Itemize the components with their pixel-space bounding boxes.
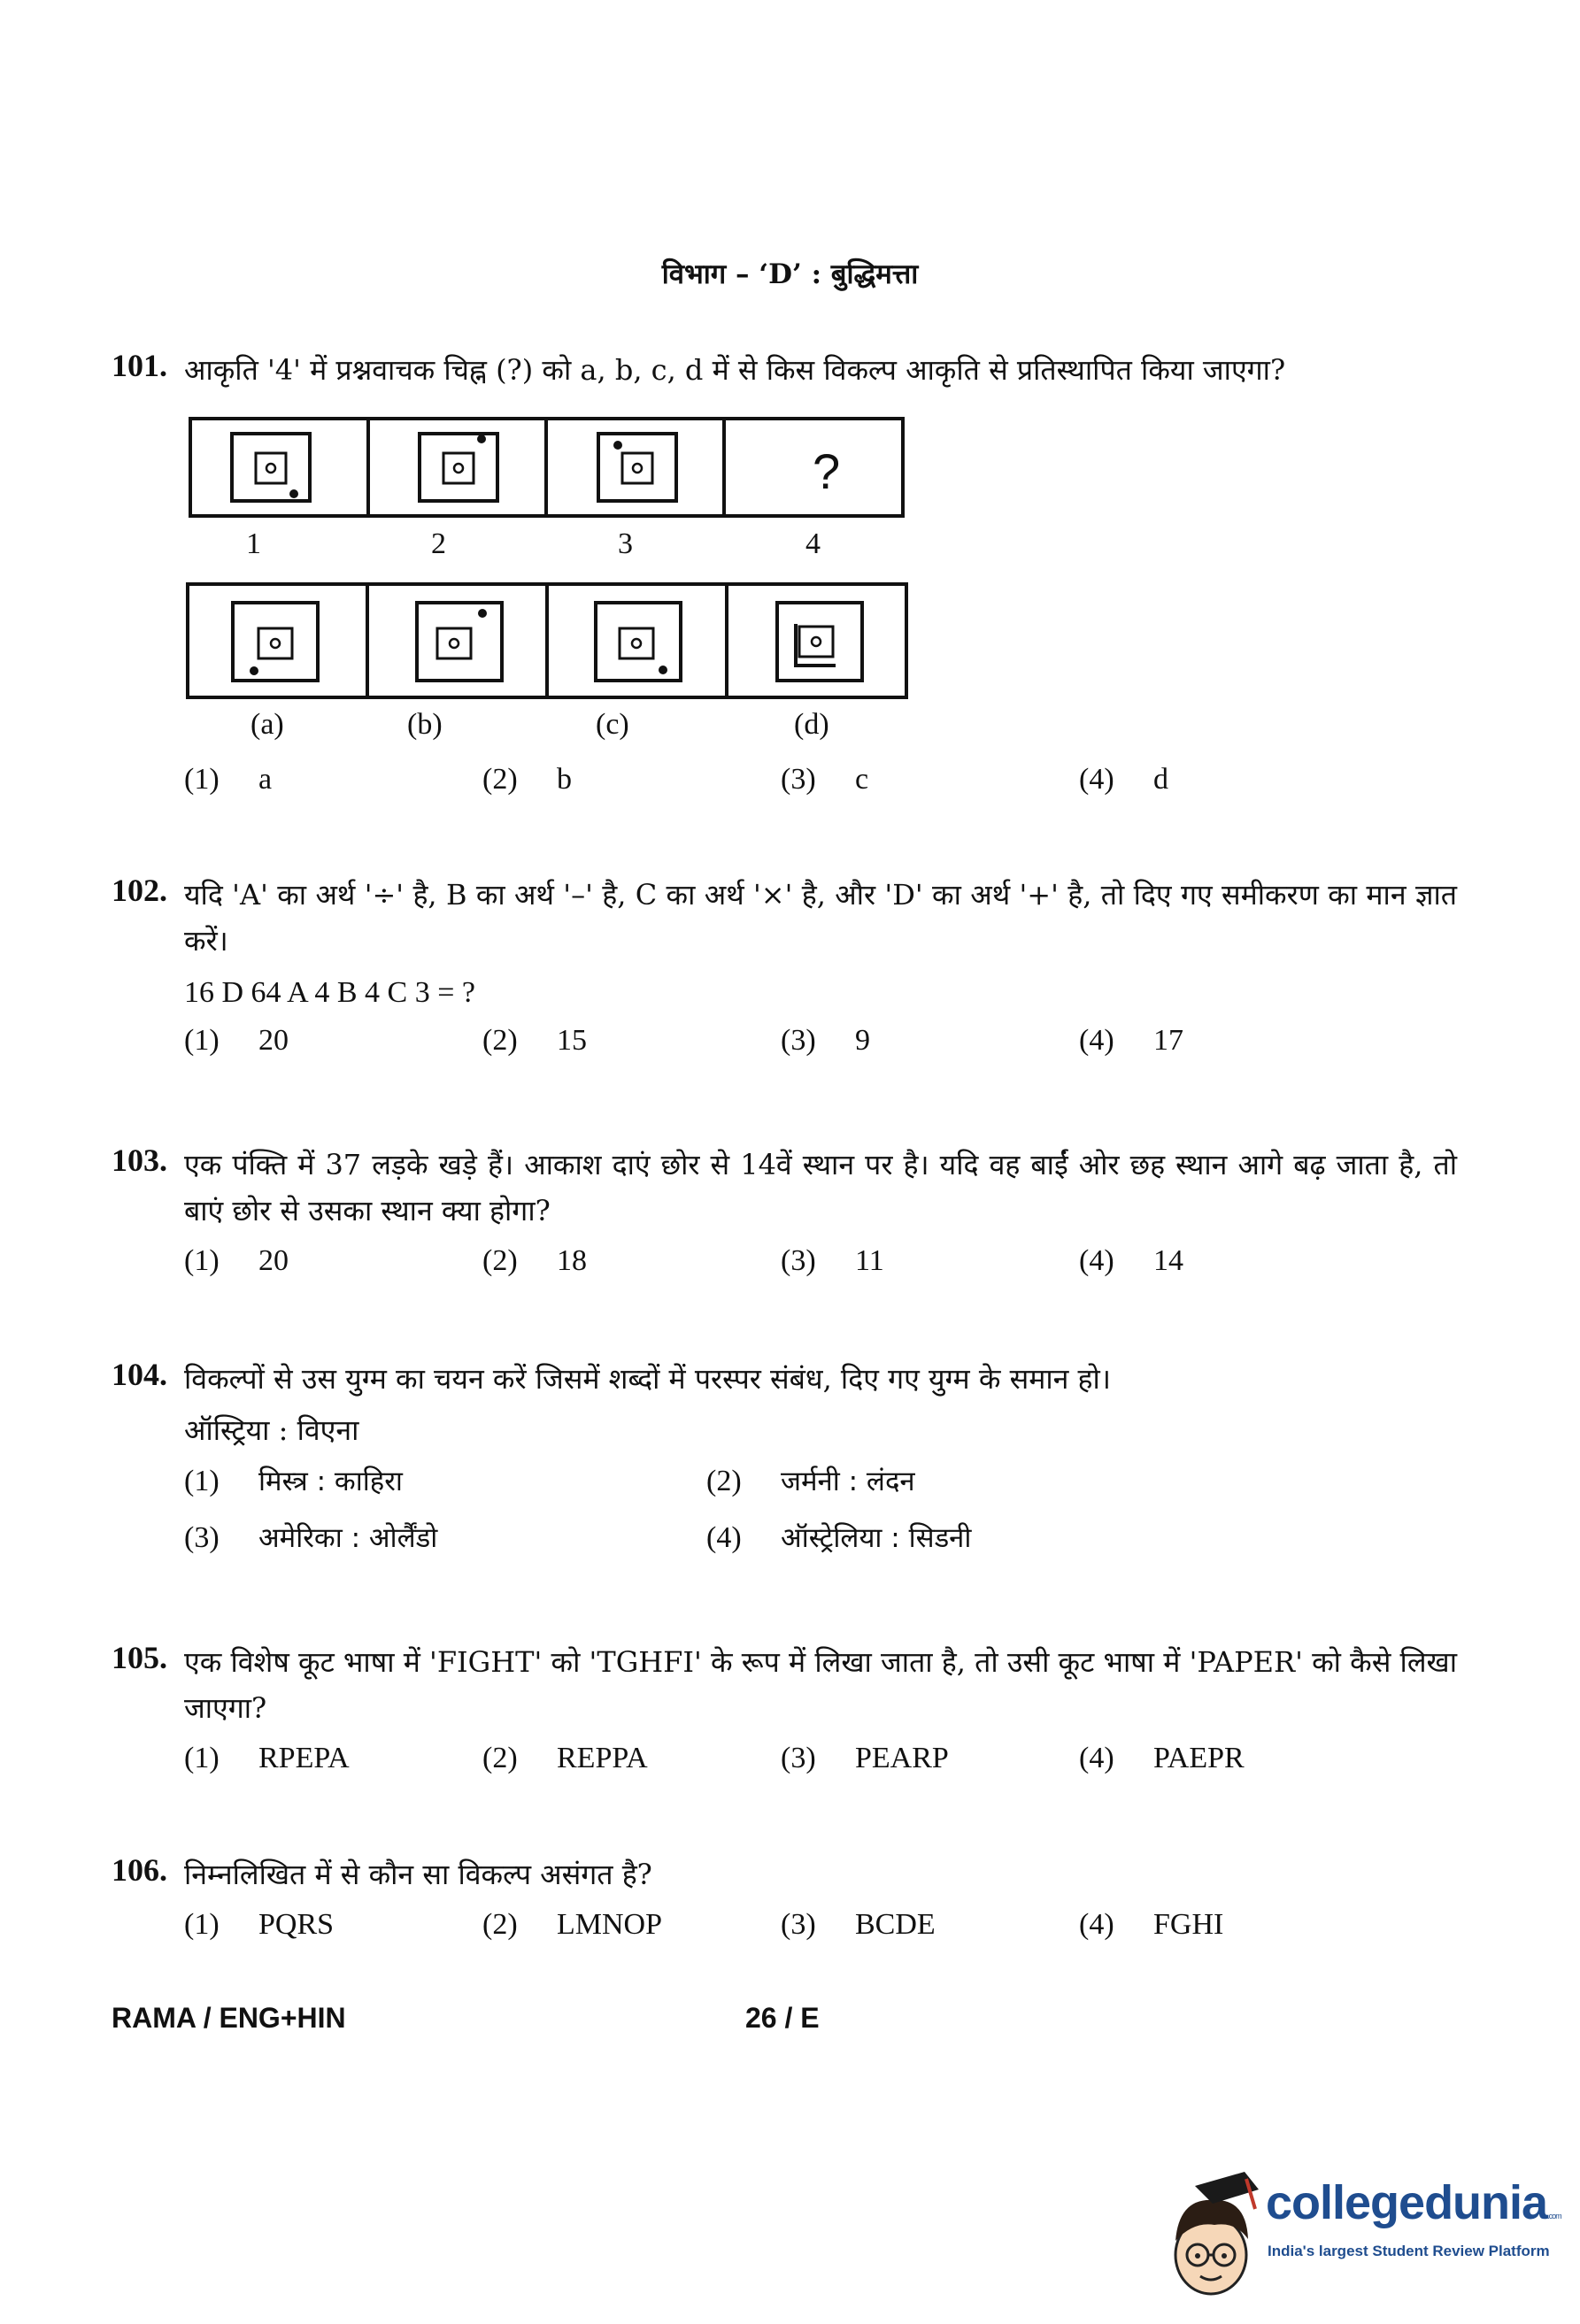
option-1[interactable]: (1) a xyxy=(184,763,273,796)
question-105 xyxy=(112,1639,1457,1791)
option-4[interactable]: (4) 17 xyxy=(1079,1024,1183,1057)
question-number: 104. xyxy=(112,1357,167,1392)
figure-svg xyxy=(0,0,1580,779)
option-1[interactable]: (1) RPEPA xyxy=(184,1742,350,1774)
figure-label-1: 1 xyxy=(246,527,261,560)
question-104 xyxy=(112,1356,1457,1568)
option-3[interactable]: (3) c xyxy=(781,763,869,796)
question-106 xyxy=(112,1851,1457,1958)
option-4[interactable]: (4) FGHI xyxy=(1079,1908,1224,1941)
brand-tagline: India's largest Student Review Platform xyxy=(1268,2243,1550,2259)
option-1[interactable]: (1) 20 xyxy=(184,1024,289,1057)
question-figure-3 xyxy=(598,434,676,501)
options-row-2 xyxy=(184,1519,1457,1568)
footer-page-number: 26 / E xyxy=(745,2002,820,2034)
options xyxy=(184,1908,1457,1958)
option-3[interactable]: (3) PEARP xyxy=(781,1742,949,1774)
option-4[interactable]: (4) ऑस्ट्रेलिया : सिडनी xyxy=(706,1521,972,1554)
option-1[interactable]: (1) PQRS xyxy=(184,1908,335,1941)
options-row-1 xyxy=(184,1462,1457,1512)
footer-code: RAMA / ENG+HIN xyxy=(112,2002,346,2034)
figure-label-a: (a) xyxy=(250,708,284,741)
option-2[interactable]: (2) b xyxy=(482,763,572,796)
question-number: 101. xyxy=(112,348,167,383)
brand-name: collegedunia.com xyxy=(1266,2176,1561,2229)
options xyxy=(184,1024,1457,1074)
option-2[interactable]: (2) REPPA xyxy=(482,1742,648,1774)
question-text: एक विशेष कूट भाषा में 'FIGHT' को 'TGHFI' के रूप में लिखा जाता है, तो उसी कूट भाषा में 'PAPER' को कैसे लिखा जाएगा? xyxy=(184,1645,1457,1725)
options xyxy=(184,1244,1457,1294)
question-mark: ? xyxy=(813,443,841,499)
figure-label-3: 3 xyxy=(618,527,633,560)
option-3[interactable]: (3) अमेरिका : ओर्लैंडो xyxy=(184,1521,438,1554)
question-101-options xyxy=(112,763,1457,812)
figure-label-d: (d) xyxy=(794,708,829,741)
answer-figure-c xyxy=(596,603,681,681)
option-3[interactable]: (3) 9 xyxy=(781,1024,870,1057)
answer-figure-d xyxy=(777,603,862,681)
options xyxy=(184,1742,1457,1791)
option-1[interactable]: (1) 20 xyxy=(184,1244,289,1277)
option-1[interactable]: (1) मिस्त्र : काहिरा xyxy=(184,1465,403,1497)
options xyxy=(184,763,1457,812)
question-text: यदि 'A' का अर्थ '÷' है, B का अर्थ '–' है, C का अर्थ '×' है, और 'D' का अर्थ '+' है, तो दिए गए समीकरण का मान ज्ञात करें। xyxy=(184,878,1457,958)
question-text: एक पंक्ति में 37 लड़के खड़े हैं। आकाश दाएं छोर से 14वें स्थान पर है। यदि वह बाईं ओर छह स्थान आगे बढ़ जाता है, तो बाएं छोर से उसका स्थान क्या होगा? xyxy=(184,1148,1457,1227)
option-2[interactable]: (2) 15 xyxy=(482,1024,587,1057)
question-number: 102. xyxy=(112,873,167,908)
question-text: विकल्पों से उस युग्म का चयन करें जिसमें शब्दों में परस्पर संबंध, दिए गए युग्म के समान हो। xyxy=(184,1362,1111,1396)
given-pair: ऑस्ट्रिया : विएना xyxy=(184,1413,359,1447)
collegedunia-logo xyxy=(1160,2166,1562,2299)
figure-label-c: (c) xyxy=(596,708,629,741)
option-3[interactable]: (3) BCDE xyxy=(781,1908,936,1941)
option-4[interactable]: (4) 14 xyxy=(1079,1244,1183,1277)
option-2[interactable]: (2) LMNOP xyxy=(482,1908,663,1941)
option-2[interactable]: (2) 18 xyxy=(482,1244,587,1277)
question-number: 103. xyxy=(112,1143,167,1178)
question-text: आकृति '4' में प्रश्नवाचक चिह्न (?) को a, b, c, d में से किस विकल्प आकृति से प्रतिस्थापित किया जाएगा? xyxy=(184,353,1286,387)
question-102 xyxy=(112,872,1457,1074)
section-title: विभाग – ‘D’ : बुद्धिमत्ता xyxy=(661,258,919,290)
option-2[interactable]: (2) जर्मनी : लंदन xyxy=(706,1465,915,1497)
question-103 xyxy=(112,1142,1457,1294)
question-figure-2 xyxy=(420,434,497,501)
question-number: 106. xyxy=(112,1852,167,1888)
question-number: 105. xyxy=(112,1640,167,1675)
figure-label-b: (b) xyxy=(407,708,443,741)
figure-label-2: 2 xyxy=(431,527,446,560)
answer-figure-a xyxy=(233,603,318,681)
question-figure-1 xyxy=(232,434,310,501)
answer-figure-b xyxy=(417,603,502,681)
option-3[interactable]: (3) 11 xyxy=(781,1244,884,1277)
figure-label-4: 4 xyxy=(805,527,821,560)
equation: 16 D 64 A 4 B 4 C 3 = ? xyxy=(184,976,475,1009)
mascot-icon xyxy=(1160,2166,1264,2299)
question-text: निम्नलिखित में से कौन सा विकल्प असंगत है? xyxy=(184,1858,652,1891)
option-4[interactable]: (4) d xyxy=(1079,763,1168,796)
option-4[interactable]: (4) PAEPR xyxy=(1079,1742,1245,1774)
